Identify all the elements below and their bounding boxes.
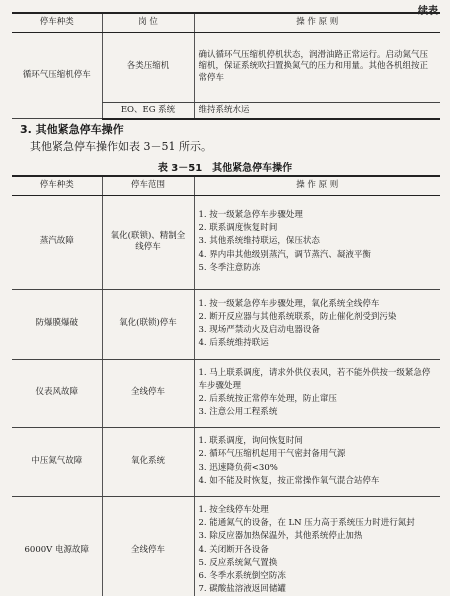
step-item: 1. 联系调度，询问恢复时间 (198, 436, 303, 447)
step-item: 4. 后系统维持联运 (198, 338, 269, 349)
step-item: 3. 其他系统维持联运，保压状态 (198, 236, 320, 247)
cell-type: 仪表风故障 (12, 359, 102, 427)
section-heading: 3. 其他紧急停车操作 (20, 123, 124, 136)
continued-label: 续表 (418, 6, 438, 17)
step-item: 3. 注意公用工程系统 (198, 407, 278, 418)
step-item: 3. 现场严禁动火及启动电器设备 (198, 325, 320, 335)
step-item: 2. 联系调度恢复时间 (198, 223, 278, 234)
cell-principle: 维持系统水运 (194, 102, 440, 119)
header-post: 岗 位 (102, 13, 194, 32)
table-row (12, 32, 440, 102)
step-item: 1. 按一级紧急停车步骤处理，氧化系统全线停车 (198, 298, 380, 309)
step-item: 3. 迅速降负荷<30% (198, 462, 278, 473)
cell-scope: 氧化系统 (102, 427, 194, 496)
table-row (12, 195, 440, 289)
step-item: 2. 循环气压缩机起用干气密封备用气源 (198, 449, 346, 460)
cell-post: EO、EG 系统 (102, 102, 194, 119)
step-item: 6. 冬季水系统倒空防冻 (198, 571, 286, 581)
cell-post: 各类压缩机 (102, 32, 194, 102)
cell-principle: 确认循环气压缩机停机状态，润滑油路正常运行。启动氮气压缩机，保证系统吹扫置换氮气的压力和用量。其他各机组按正常停车 (194, 32, 440, 102)
cell-steps (194, 496, 440, 596)
table-title: 表 3－51 其他紧急停车操作 (157, 163, 293, 174)
step-item: 4. 界内串其他级别蒸汽，调节蒸汽、凝液平衡 (198, 249, 371, 260)
cell-scope: 全线停车 (102, 359, 194, 427)
cell-scope: 氧化(联锁)停车 (102, 289, 194, 359)
step-item: 2. 后系统按正常停车处理，防止窜压 (198, 394, 337, 404)
cell-scope: 全线停车 (102, 496, 194, 596)
step-item: 5. 反应系统氮气置换 (198, 557, 278, 568)
header-principle: 操 作 原 则 (194, 13, 440, 32)
step-item: 2. 能通氮气的设备，在 LN 压力高于系统压力时进行氮封 (198, 518, 415, 529)
cell-type: 防爆膜爆破 (12, 289, 102, 359)
table-row (12, 359, 440, 427)
cell-type: 中压氮气故障 (12, 427, 102, 496)
step-item: 2. 断开反应器与其他系统联系，防止催化剂受到污染 (198, 311, 397, 322)
header-scope: 停车范围 (102, 176, 194, 195)
cell-type: 6000V 电源故障 (12, 496, 102, 596)
header-principle: 操 作 原 则 (194, 176, 440, 195)
step-item: 7. 碳酸盐溶液返回储罐 (198, 584, 286, 595)
step-item: 3. 除反应器加热保温外，其他系统停止加热 (198, 531, 363, 542)
cell-steps (194, 195, 440, 289)
step-item: 1. 按一级紧急停车步骤处理 (198, 210, 303, 221)
cell-type: 循环气压缩机停车 (12, 32, 102, 119)
step-item: 4. 关闭断开各设备 (198, 544, 269, 555)
table-header-row (12, 13, 440, 32)
table-header-row (12, 176, 440, 195)
header-type: 停车种类 (12, 13, 102, 32)
table-emergency-stop (12, 175, 440, 596)
cell-steps (194, 359, 440, 427)
table-continued (12, 12, 440, 120)
table-row (12, 496, 440, 596)
step-item: 5. 冬季注意防冻 (198, 262, 261, 273)
section-body: 其他紧急停车操作如表 3－51 所示。 (30, 140, 212, 153)
step-item: 1. 马上联系调度，请求外供仪表风，若不能外供按一级紧急停车步骤处理 (198, 367, 431, 391)
table-row (12, 427, 440, 496)
step-item: 1. 按全线停车处理 (198, 505, 269, 516)
cell-scope: 氧化(联锁)、精制全线停车 (102, 195, 194, 289)
step-item: 4. 如不能及时恢复，按正常操作氧气混合站停车 (198, 475, 380, 486)
table-row (12, 289, 440, 359)
cell-type: 蒸汽故障 (12, 195, 102, 289)
header-type: 停车种类 (12, 176, 102, 195)
cell-steps (194, 289, 440, 359)
cell-steps (194, 427, 440, 496)
